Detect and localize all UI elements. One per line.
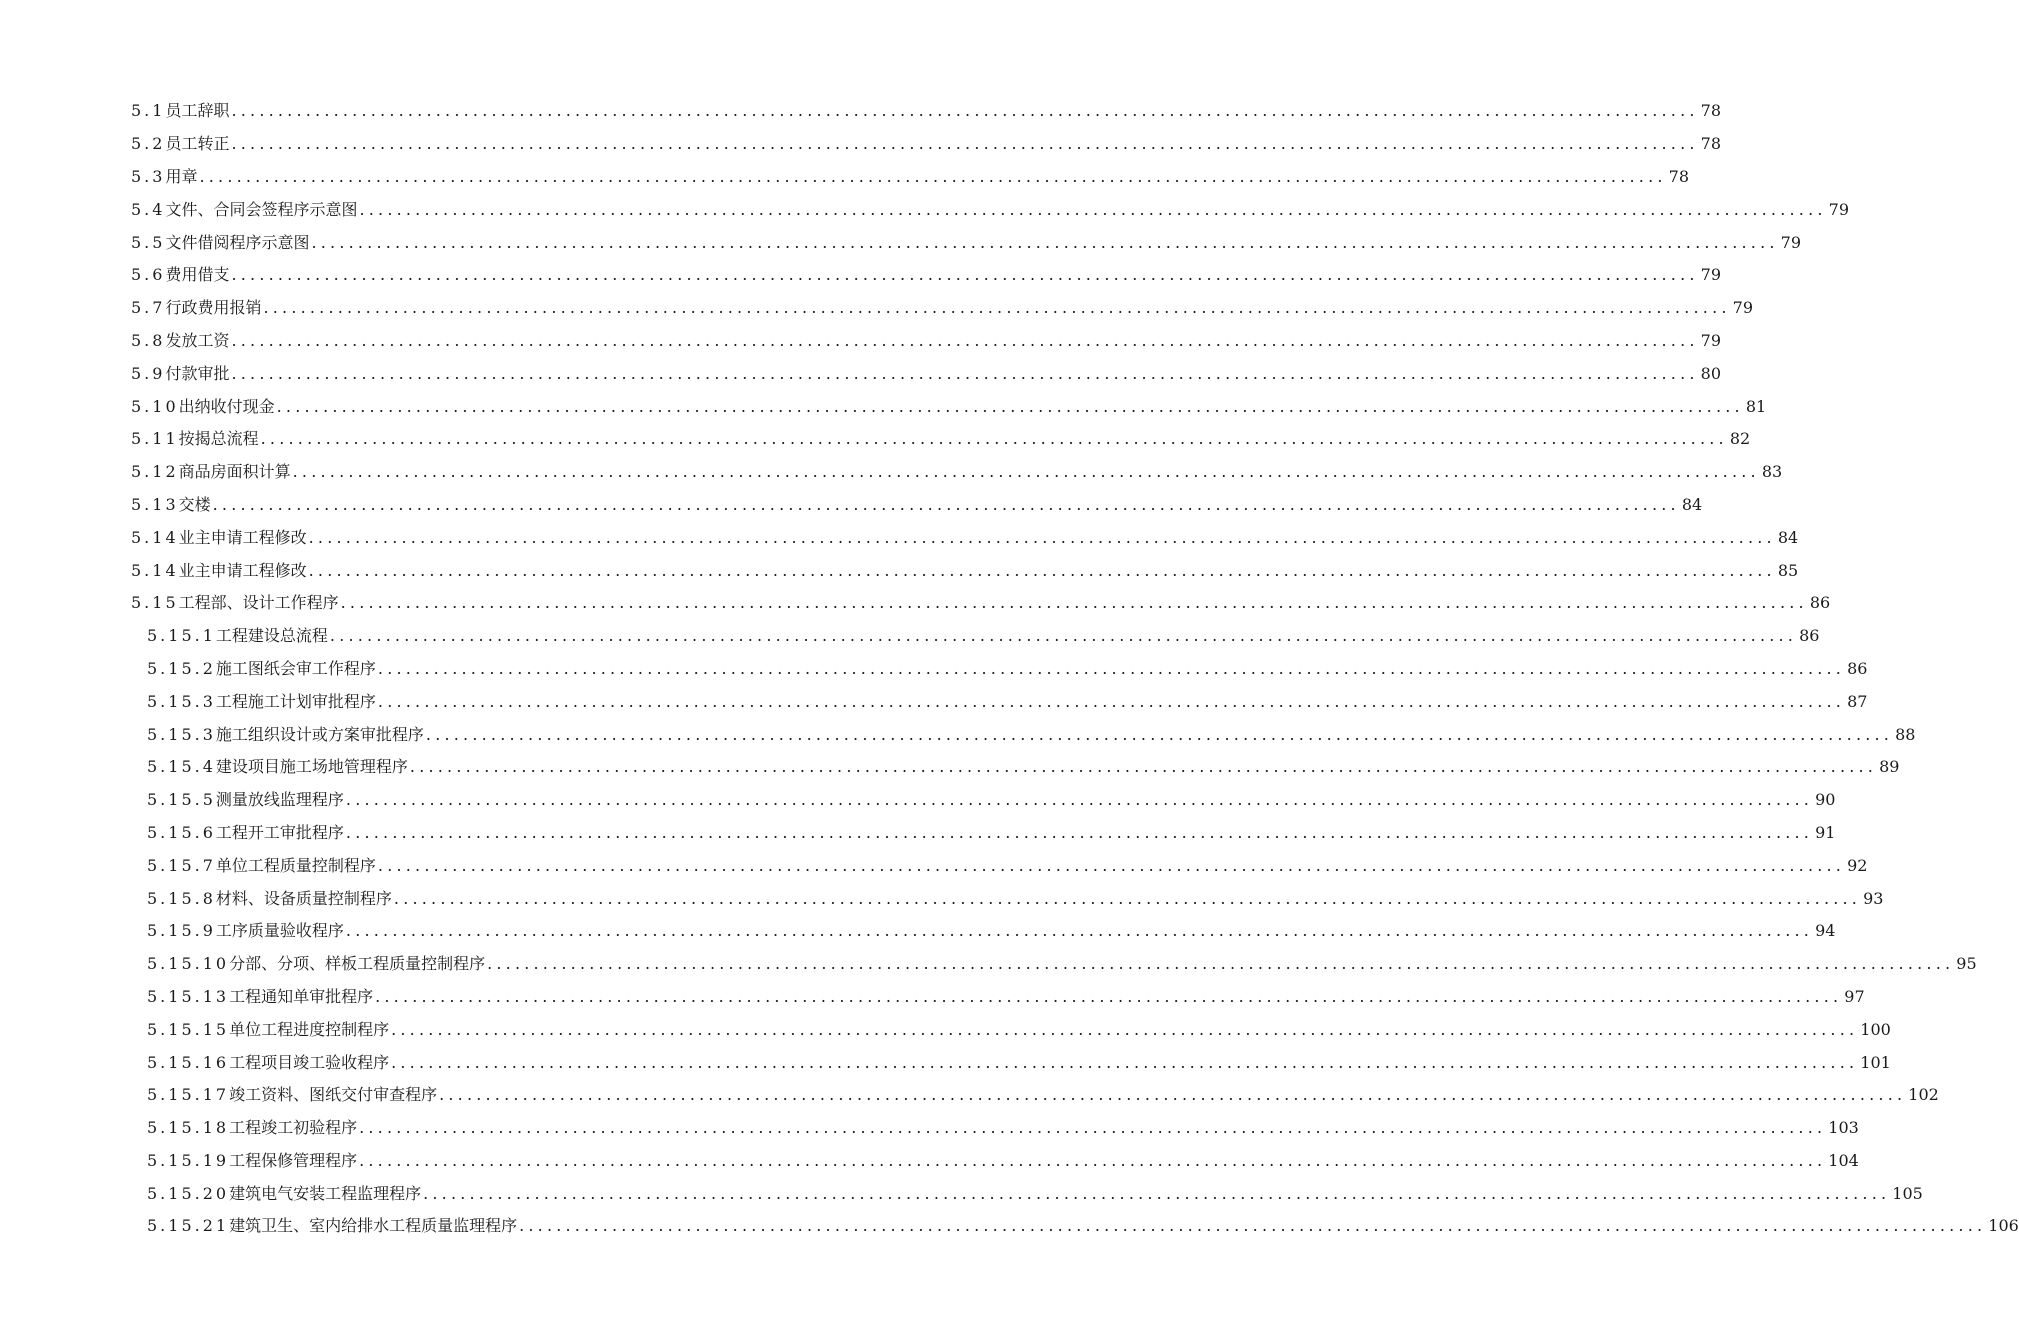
toc-dot-leader: .............................................................................................................................................................. [487,954,1955,974]
toc-dot-leader: .............................................................................................................................................................. [260,429,1728,449]
toc-dot-leader: .............................................................................................................................................................. [308,527,1776,547]
toc-entry-title: 施工图纸会审工作程序 [215,658,376,678]
toc-dot-leader: .............................................................................................................................................................. [308,560,1776,580]
toc-entry-page-number: 87 [1847,691,1868,711]
toc-entry-title: 施工组织设计或方案审批程序 [215,724,424,744]
toc-entry[interactable] [0,1210,2019,1243]
toc-entry-page-number: 86 [1809,593,1831,613]
toc-entry-number: 5.10 [131,396,179,416]
toc-dot-leader: .............................................................................................................................................................. [263,298,1731,318]
toc-entry-title: 按揭总流程 [178,429,259,449]
toc-entry-page-number: 90 [1815,790,1836,810]
toc-entry-number: 5.15 [131,593,179,613]
toc-entry[interactable] [0,521,1799,554]
toc-entry-number: 5.15.1 [147,626,216,646]
toc-entry-title: 工程开工审批程序 [215,822,344,842]
toc-entry-number: 5.15.2 [147,658,216,678]
toc-entry[interactable] [0,128,1722,161]
toc-entry-page-number: 94 [1815,921,1836,941]
toc-entry-number: 5.9 [131,363,166,383]
toc-entry[interactable] [0,357,1722,390]
toc-entry-title: 建筑电气安装工程监理程序 [229,1183,422,1203]
toc-entry-page-number: 104 [1828,1150,1859,1170]
toc-entry-number: 5.15.4 [147,757,216,777]
toc-entry[interactable] [0,1145,1859,1178]
toc-dot-leader: .............................................................................................................................................................. [292,462,1760,482]
toc-entry-number: 5.1 [131,101,166,121]
toc-entry-page-number: 78 [1668,166,1690,186]
toc-entry-number: 5.15.20 [147,1183,230,1203]
toc-entry[interactable] [0,1079,1939,1112]
toc-entry[interactable] [0,1046,1891,1079]
toc-entry-page-number: 85 [1777,560,1799,580]
toc-dot-leader: .............................................................................................................................................................. [409,757,1878,777]
toc-entry-number: 5.15.5 [147,790,216,810]
toc-entry[interactable] [0,718,1916,751]
toc-entry-number: 5.15.3 [147,691,216,711]
toc-dot-leader: .............................................................................................................................................................. [212,494,1680,514]
toc-dot-leader: .............................................................................................................................................................. [391,1052,1859,1072]
toc-entry[interactable] [0,685,1868,718]
toc-dot-leader: .............................................................................................................................................................. [439,1085,1907,1105]
toc-entry-page-number: 78 [1700,134,1722,154]
toc-entry-page-number: 89 [1879,757,1900,777]
toc-entry-title: 交楼 [178,494,211,514]
toc-entry[interactable] [0,1177,1923,1210]
toc-dot-leader: .............................................................................................................................................................. [231,363,1699,383]
toc-entry-page-number: 86 [1799,626,1820,646]
toc-entry-title: 工程建设总流程 [215,626,328,646]
toc-entry-number: 5.5 [131,232,166,252]
toc-entry-number: 5.15.7 [147,855,216,875]
toc-entry-page-number: 79 [1828,199,1850,219]
toc-entry-title: 文件、合同会签程序示意图 [165,199,358,219]
toc-dot-leader: .............................................................................................................................................................. [377,691,1846,711]
toc-entry-page-number: 101 [1860,1052,1891,1072]
toc-dot-leader: .............................................................................................................................................................. [519,1216,1987,1236]
toc-entry-title: 测量放线监理程序 [215,790,344,810]
toc-entry-title: 员工辞职 [165,101,230,121]
toc-entry-title: 单位工程进度控制程序 [229,1019,390,1039]
toc-dot-leader: .............................................................................................................................................................. [231,330,1699,350]
toc-entry-title: 工程通知单审批程序 [229,986,374,1006]
toc-dot-leader: .............................................................................................................................................................. [375,986,1843,1006]
toc-entry-title: 建设项目施工场地管理程序 [215,757,408,777]
toc-entry-page-number: 92 [1847,855,1868,875]
toc-entry[interactable] [0,849,1868,882]
toc-entry-number: 5.15.21 [147,1216,230,1236]
toc-entry-title: 发放工资 [165,330,230,350]
toc-entry[interactable] [0,259,1722,292]
toc-entry[interactable] [0,653,1868,686]
toc-entry-page-number: 105 [1892,1183,1923,1203]
toc-entry-number: 5.15.6 [147,822,216,842]
toc-entry[interactable] [0,1112,1859,1145]
toc-entry-title: 业主申请工程修改 [178,560,307,580]
toc-entry-title: 付款审批 [165,363,230,383]
toc-entry[interactable] [0,1013,1891,1046]
toc-entry-title: 竣工资料、图纸交付审查程序 [229,1085,438,1105]
toc-entry[interactable] [0,554,1799,587]
toc-entry[interactable] [0,95,1722,128]
toc-entry-title: 工程竣工初验程序 [229,1118,358,1138]
toc-entry-title: 员工转正 [165,134,230,154]
toc-entry-page-number: 83 [1761,462,1783,482]
toc-entry[interactable] [0,817,1836,850]
toc-entry-title: 出纳收付现金 [178,396,275,416]
toc-entry-title: 工程部、设计工作程序 [178,593,339,613]
toc-entry[interactable] [0,325,1722,358]
toc-entry-title: 单位工程质量控制程序 [215,855,376,875]
toc-entry-page-number: 106 [1988,1216,2019,1236]
toc-entry-title: 商品房面积计算 [178,462,291,482]
toc-entry-page-number: 79 [1780,232,1802,252]
toc-entry-title: 业主申请工程修改 [178,527,307,547]
toc-dot-leader: .............................................................................................................................................................. [359,1118,1827,1138]
toc-list [0,95,2019,1243]
toc-entry[interactable] [0,226,1802,259]
toc-entry-page-number: 100 [1860,1019,1891,1039]
toc-entry-title: 行政费用报销 [165,298,262,318]
toc-entry-number: 5.8 [131,330,166,350]
toc-entry-number: 5.15.16 [147,1052,230,1072]
toc-dot-leader: .............................................................................................................................................................. [359,199,1827,219]
toc-entry-number: 5.15.3 [147,724,216,744]
toc-entry[interactable] [0,620,1820,653]
toc-dot-leader: .............................................................................................................................................................. [423,1183,1891,1203]
toc-entry[interactable] [0,456,1783,489]
toc-entry-page-number: 81 [1745,396,1767,416]
toc-entry-title: 费用借支 [165,265,230,285]
toc-entry-page-number: 84 [1777,527,1799,547]
toc-entry[interactable] [0,981,1865,1014]
toc-entry[interactable] [0,784,1836,817]
toc-dot-leader: .............................................................................................................................................................. [393,888,1862,908]
table-of-contents [0,95,2019,1243]
toc-entry-number: 5.13 [131,494,179,514]
toc-entry-page-number: 88 [1895,724,1916,744]
toc-dot-leader: .............................................................................................................................................................. [231,265,1699,285]
toc-entry-number: 5.4 [131,199,166,219]
toc-entry-page-number: 84 [1681,494,1703,514]
toc-entry-title: 工程项目竣工验收程序 [229,1052,390,1072]
toc-entry-title: 文件借阅程序示意图 [165,232,310,252]
toc-entry-number: 5.2 [131,134,166,154]
toc-entry-title: 用章 [165,166,198,186]
toc-entry[interactable] [0,587,1831,620]
toc-entry[interactable] [0,948,1977,981]
toc-dot-leader: .............................................................................................................................................................. [425,724,1894,744]
toc-entry-page-number: 78 [1700,101,1722,121]
toc-entry[interactable] [0,161,1690,194]
toc-entry-page-number: 79 [1700,330,1722,350]
toc-dot-leader: .............................................................................................................................................................. [340,593,1808,613]
toc-entry-number: 5.15.10 [147,954,230,974]
toc-entry-title: 建筑卫生、室内给排水工程质量监理程序 [229,1216,518,1236]
toc-entry-page-number: 79 [1732,298,1754,318]
toc-entry-page-number: 97 [1844,986,1865,1006]
toc-dot-leader: .............................................................................................................................................................. [329,626,1798,646]
toc-entry[interactable] [0,292,1754,325]
toc-entry-page-number: 91 [1815,822,1836,842]
toc-entry-number: 5.15.19 [147,1150,230,1170]
toc-entry-title: 工序质量验收程序 [215,921,344,941]
toc-entry[interactable] [0,193,1850,226]
toc-entry-page-number: 86 [1847,658,1868,678]
toc-dot-leader: .............................................................................................................................................................. [391,1019,1859,1039]
toc-entry-number: 5.15.9 [147,921,216,941]
toc-dot-leader: .............................................................................................................................................................. [276,396,1744,416]
toc-dot-leader: .............................................................................................................................................................. [377,658,1846,678]
toc-dot-leader: .............................................................................................................................................................. [345,921,1814,941]
toc-entry[interactable] [0,489,1703,522]
toc-entry-title: 材料、设备质量控制程序 [215,888,392,908]
toc-entry-number: 5.15.13 [147,986,230,1006]
toc-entry-number: 5.12 [131,462,179,482]
toc-entry-title: 工程施工计划审批程序 [215,691,376,711]
toc-entry-number: 5.15.8 [147,888,216,908]
toc-entry[interactable] [0,423,1751,456]
toc-entry-number: 5.7 [131,298,166,318]
toc-entry-number: 5.15.18 [147,1118,230,1138]
toc-dot-leader: .............................................................................................................................................................. [231,101,1699,121]
toc-entry-number: 5.15.17 [147,1085,230,1105]
toc-dot-leader: .............................................................................................................................................................. [231,134,1699,154]
toc-entry-page-number: 102 [1908,1085,1939,1105]
toc-dot-leader: .............................................................................................................................................................. [345,790,1814,810]
toc-entry-page-number: 82 [1729,429,1751,449]
toc-entry-number: 5.15.15 [147,1019,230,1039]
toc-entry[interactable] [0,882,1884,915]
toc-dot-leader: .............................................................................................................................................................. [311,232,1779,252]
toc-entry-page-number: 79 [1700,265,1722,285]
toc-dot-leader: .............................................................................................................................................................. [199,166,1667,186]
toc-entry[interactable] [0,390,1767,423]
toc-entry-title: 工程保修管理程序 [229,1150,358,1170]
toc-entry-page-number: 93 [1863,888,1884,908]
toc-dot-leader: .............................................................................................................................................................. [377,855,1846,875]
toc-entry-number: 5.6 [131,265,166,285]
toc-entry-page-number: 103 [1828,1118,1859,1138]
toc-dot-leader: .............................................................................................................................................................. [359,1150,1827,1170]
toc-entry-number: 5.11 [131,429,179,449]
toc-entry[interactable] [0,915,1836,948]
toc-entry-number: 5.14 [131,560,179,580]
toc-entry-page-number: 95 [1956,954,1977,974]
toc-entry-number: 5.3 [131,166,166,186]
toc-entry[interactable] [0,751,1900,784]
toc-entry-title: 分部、分项、样板工程质量控制程序 [229,954,486,974]
toc-dot-leader: .............................................................................................................................................................. [345,822,1814,842]
toc-entry-number: 5.14 [131,527,179,547]
toc-entry-page-number: 80 [1700,363,1722,383]
